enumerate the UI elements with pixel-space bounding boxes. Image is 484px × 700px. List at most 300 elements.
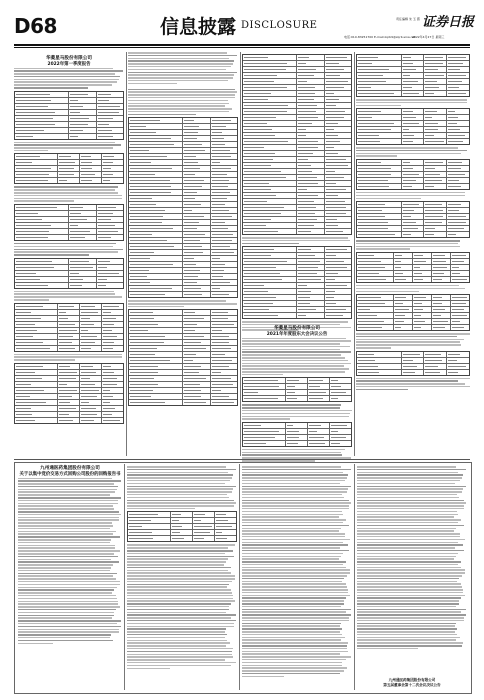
table-cell	[357, 73, 402, 78]
table-cell	[80, 304, 102, 309]
announcement-buyback	[18, 466, 122, 690]
table-cell	[80, 418, 102, 423]
text-line	[242, 572, 350, 574]
table-cell	[402, 232, 425, 237]
table-cell	[297, 229, 325, 234]
text-line	[357, 595, 465, 597]
table-row	[357, 232, 469, 237]
table-cell	[330, 435, 351, 440]
table-cell	[447, 226, 469, 231]
text-line	[357, 530, 454, 532]
text-line	[357, 561, 461, 563]
table-cell	[325, 247, 352, 252]
table-cell	[357, 115, 402, 120]
text-line	[357, 625, 455, 627]
table-row	[357, 277, 469, 282]
table-cell	[15, 328, 58, 333]
text-line	[242, 474, 348, 476]
table-cell	[129, 202, 183, 207]
table-cell	[243, 390, 286, 395]
table-cell	[243, 139, 297, 144]
table-cell	[128, 524, 171, 529]
table-cell	[183, 322, 211, 327]
text-line	[242, 637, 345, 639]
table-cell	[357, 202, 402, 207]
text-line	[242, 581, 342, 583]
table-cell	[243, 91, 297, 96]
text-line	[18, 503, 118, 505]
table-cell	[297, 199, 325, 204]
table-cell	[297, 307, 325, 312]
text-line	[14, 293, 115, 295]
text-line	[127, 491, 232, 493]
text-line	[242, 606, 341, 608]
table-cell	[424, 166, 447, 171]
table-cell	[297, 301, 325, 306]
table-cell	[325, 277, 352, 282]
text-line	[18, 483, 114, 485]
text-line	[14, 84, 112, 86]
table-cell	[15, 277, 69, 282]
table-row	[15, 283, 123, 288]
text-line	[127, 606, 229, 608]
table-cell	[451, 325, 469, 330]
table-cell	[97, 259, 124, 264]
text-line	[18, 584, 120, 586]
table-cell	[97, 116, 124, 121]
text-line	[18, 553, 114, 555]
text-line	[127, 508, 195, 510]
table-cell	[15, 346, 58, 351]
text-line	[18, 561, 119, 563]
text-line	[127, 612, 226, 614]
table-cell	[325, 313, 352, 318]
table-cell	[211, 136, 238, 141]
announcement-body	[242, 338, 352, 462]
table-cell	[451, 265, 469, 270]
table-cell	[424, 133, 447, 138]
table-cell	[183, 280, 211, 285]
table-cell	[80, 178, 102, 183]
table-cell	[97, 271, 124, 276]
text-line	[242, 662, 342, 664]
table-cell	[69, 271, 97, 276]
text-line	[356, 192, 465, 194]
table-cell	[447, 364, 469, 369]
table-cell	[325, 97, 352, 102]
text-line	[357, 488, 463, 490]
text-line	[242, 486, 351, 488]
table-cell	[357, 352, 402, 357]
table-cell	[211, 394, 238, 399]
table-cell	[102, 382, 123, 387]
text-line	[127, 642, 230, 644]
text-line	[242, 502, 351, 504]
table-cell	[183, 370, 211, 375]
data-table	[356, 159, 470, 190]
text-line	[14, 243, 116, 245]
table-cell	[80, 334, 102, 339]
masthead	[0, 0, 484, 46]
table-cell	[80, 370, 102, 375]
table-cell	[58, 160, 80, 165]
text-line	[127, 558, 228, 560]
buyback-continued-col6	[127, 466, 237, 690]
table-cell	[102, 154, 123, 159]
table-cell	[394, 271, 413, 276]
text-line	[18, 489, 117, 491]
table-cell	[193, 530, 215, 535]
text-line	[242, 583, 346, 585]
text-line	[357, 609, 466, 611]
table-cell	[357, 232, 402, 237]
text-line	[357, 519, 461, 521]
text-line	[242, 418, 290, 420]
text-line	[356, 99, 467, 101]
text-line	[357, 522, 458, 524]
text-line	[18, 508, 114, 510]
table-cell	[357, 109, 402, 114]
column-divider	[354, 52, 355, 456]
text-line	[356, 153, 461, 155]
table-cell	[325, 211, 352, 216]
table-cell	[357, 313, 394, 318]
table-cell	[325, 223, 352, 228]
text-line	[357, 637, 460, 639]
table-cell	[432, 325, 451, 330]
text-line	[242, 651, 348, 653]
text-line	[357, 583, 461, 585]
text-line	[18, 587, 117, 589]
table-cell	[211, 334, 238, 339]
table-cell	[424, 232, 447, 237]
table-cell	[243, 277, 297, 282]
table-cell	[432, 259, 451, 264]
table-cell	[325, 55, 352, 60]
table-cell	[432, 253, 451, 258]
table-cell	[102, 376, 123, 381]
table-cell	[432, 295, 451, 300]
table-cell	[211, 388, 238, 393]
table-cell	[432, 271, 451, 276]
text-line	[356, 285, 459, 287]
table-cell	[297, 211, 325, 216]
table-cell	[424, 121, 447, 126]
table-cell	[402, 109, 425, 114]
text-line	[127, 477, 232, 479]
table-cell	[447, 79, 469, 84]
text-line	[242, 595, 350, 597]
table-cell	[102, 322, 123, 327]
text-line	[356, 333, 470, 335]
table-cell	[243, 121, 297, 126]
table-cell	[413, 313, 432, 318]
table-cell	[129, 358, 183, 363]
table-cell	[413, 265, 432, 270]
table-cell	[243, 229, 297, 234]
text-line	[127, 550, 233, 552]
text-line	[242, 634, 342, 636]
table-cell	[97, 98, 124, 103]
table-cell	[183, 196, 211, 201]
text-line	[242, 547, 340, 549]
text-line	[357, 614, 466, 616]
text-line	[357, 483, 455, 485]
text-line	[356, 378, 470, 380]
table-cell	[424, 172, 447, 177]
text-line	[127, 497, 229, 499]
text-line	[127, 472, 228, 474]
text-line	[242, 656, 351, 658]
text-line	[18, 514, 121, 516]
text-line	[128, 80, 228, 82]
text-line	[128, 66, 231, 68]
text-line	[18, 626, 121, 628]
data-table	[14, 258, 124, 289]
table-cell	[129, 238, 183, 243]
text-line	[357, 597, 461, 599]
table-cell	[102, 310, 123, 315]
text-line	[356, 389, 408, 391]
table-cell	[330, 378, 351, 383]
table-cell	[297, 295, 325, 300]
text-line	[127, 631, 225, 633]
table-cell	[15, 205, 69, 210]
text-line	[357, 547, 455, 549]
table-cell	[183, 148, 211, 153]
table-cell	[15, 134, 69, 139]
table-cell	[447, 85, 469, 90]
table-cell	[15, 388, 58, 393]
table-cell	[97, 205, 124, 210]
text-line	[18, 519, 119, 521]
text-line	[242, 466, 341, 468]
table-cell	[402, 358, 425, 363]
text-line	[127, 575, 235, 577]
table-cell	[424, 61, 447, 66]
table-cell	[308, 423, 330, 428]
table-cell	[97, 211, 124, 216]
table-cell	[402, 352, 425, 357]
table-cell	[402, 160, 425, 165]
table-cell	[211, 340, 238, 345]
text-line	[127, 592, 232, 594]
text-line	[357, 474, 463, 476]
data-table	[356, 108, 470, 145]
text-line	[356, 341, 460, 343]
announcement-body	[18, 478, 122, 645]
table-cell	[447, 109, 469, 114]
table-cell	[58, 364, 80, 369]
text-line	[127, 469, 236, 471]
table-cell	[447, 358, 469, 363]
table-cell	[183, 334, 211, 339]
text-line	[357, 544, 463, 546]
text-line	[357, 611, 461, 613]
text-line	[242, 533, 345, 535]
table-cell	[183, 352, 211, 357]
table-row	[15, 418, 123, 423]
table-cell	[297, 115, 325, 120]
table-cell	[183, 394, 211, 399]
table-cell	[357, 265, 394, 270]
table-cell	[171, 530, 193, 535]
text-line	[242, 494, 342, 496]
table-cell	[402, 214, 425, 219]
text-line	[127, 595, 233, 597]
table-cell	[58, 304, 80, 309]
table-cell	[447, 352, 469, 357]
text-line	[242, 511, 342, 513]
table-cell	[325, 169, 352, 174]
table-cell	[129, 376, 183, 381]
table-cell	[451, 277, 469, 282]
text-line	[357, 556, 456, 558]
table-cell	[102, 370, 123, 375]
table-cell	[211, 358, 238, 363]
table-cell	[211, 346, 238, 351]
table-cell	[297, 223, 325, 228]
text-line	[357, 572, 465, 574]
table-cell	[15, 283, 69, 288]
table-cell	[211, 214, 238, 219]
text-line	[357, 620, 464, 622]
table-cell	[97, 104, 124, 109]
table-cell	[308, 378, 330, 383]
data-table	[242, 422, 352, 447]
table-cell	[183, 142, 211, 147]
text-line	[357, 606, 456, 608]
table-cell	[183, 328, 211, 333]
table-cell	[297, 67, 325, 72]
text-line	[18, 598, 117, 600]
table-cell	[129, 160, 183, 165]
masthead-rule	[14, 44, 470, 46]
text-line	[14, 73, 115, 75]
text-line	[357, 642, 463, 644]
text-line	[357, 494, 457, 496]
table-cell	[424, 358, 447, 363]
table-cell	[58, 394, 80, 399]
table-row	[15, 346, 123, 351]
text-line	[14, 76, 120, 78]
data-table	[356, 54, 470, 97]
table-cell	[183, 244, 211, 249]
table-cell	[297, 61, 325, 66]
text-line	[242, 597, 346, 599]
table-cell	[129, 370, 183, 375]
table-cell	[183, 208, 211, 213]
table-cell	[69, 134, 97, 139]
table-cell	[58, 370, 80, 375]
table-cell	[97, 265, 124, 270]
table-cell	[211, 364, 238, 369]
table-cell	[357, 364, 402, 369]
table-cell	[325, 151, 352, 156]
table-cell	[80, 400, 102, 405]
table-cell	[447, 220, 469, 225]
table-cell	[129, 280, 183, 285]
column-divider	[124, 464, 125, 690]
table-cell	[330, 429, 351, 434]
table-cell	[394, 295, 413, 300]
text-line	[357, 603, 459, 605]
text-line	[14, 186, 118, 188]
text-line	[18, 550, 120, 552]
table-cell	[402, 370, 425, 375]
table-cell	[211, 232, 238, 237]
announcement-company: 华菱星马股份有限公司	[46, 56, 92, 61]
table-cell	[286, 435, 308, 440]
table-row	[357, 184, 469, 189]
text-line	[242, 617, 349, 619]
text-line	[242, 522, 343, 524]
data-table	[128, 117, 238, 298]
table-cell	[183, 400, 211, 405]
text-line	[242, 667, 347, 669]
table-cell	[69, 265, 97, 270]
text-line	[127, 598, 233, 600]
text-line	[356, 347, 391, 349]
table-cell	[183, 382, 211, 387]
table-cell	[357, 319, 394, 324]
column-divider	[239, 464, 240, 690]
table-cell	[129, 148, 183, 153]
text-line	[242, 472, 343, 474]
text-line	[14, 354, 122, 356]
table-cell	[357, 358, 402, 363]
text-line	[127, 556, 234, 558]
table-cell	[15, 340, 58, 345]
table-row	[15, 134, 123, 139]
text-line	[357, 575, 462, 577]
table-cell	[308, 435, 330, 440]
table-cell	[394, 313, 413, 318]
table-cell	[129, 226, 183, 231]
data-table	[356, 252, 470, 283]
table-cell	[80, 166, 102, 171]
table-cell	[325, 103, 352, 108]
table-cell	[243, 151, 297, 156]
text-line	[14, 299, 49, 301]
table-cell	[129, 316, 183, 321]
table-cell	[402, 55, 425, 60]
table-cell	[243, 133, 297, 138]
table-cell	[15, 223, 69, 228]
text-line	[242, 363, 351, 365]
text-line	[18, 640, 113, 642]
table-cell	[286, 429, 308, 434]
table-cell	[129, 142, 183, 147]
text-line	[242, 449, 345, 451]
table-cell	[424, 364, 447, 369]
table-cell	[243, 441, 286, 446]
table-cell	[80, 346, 102, 351]
table-cell	[80, 412, 102, 417]
text-line	[18, 601, 118, 603]
announcement-body	[128, 52, 238, 406]
announcement-subtitle: 关于以集中竞价交易方式回购公司股份的回购报告书	[19, 472, 121, 477]
table-cell	[128, 530, 171, 535]
table-cell	[357, 325, 394, 330]
table-cell	[129, 130, 183, 135]
table-cell	[243, 67, 297, 72]
table-cell	[402, 67, 425, 72]
text-line	[242, 592, 348, 594]
table-cell	[183, 292, 211, 297]
table-cell	[424, 370, 447, 375]
table-cell	[394, 325, 413, 330]
